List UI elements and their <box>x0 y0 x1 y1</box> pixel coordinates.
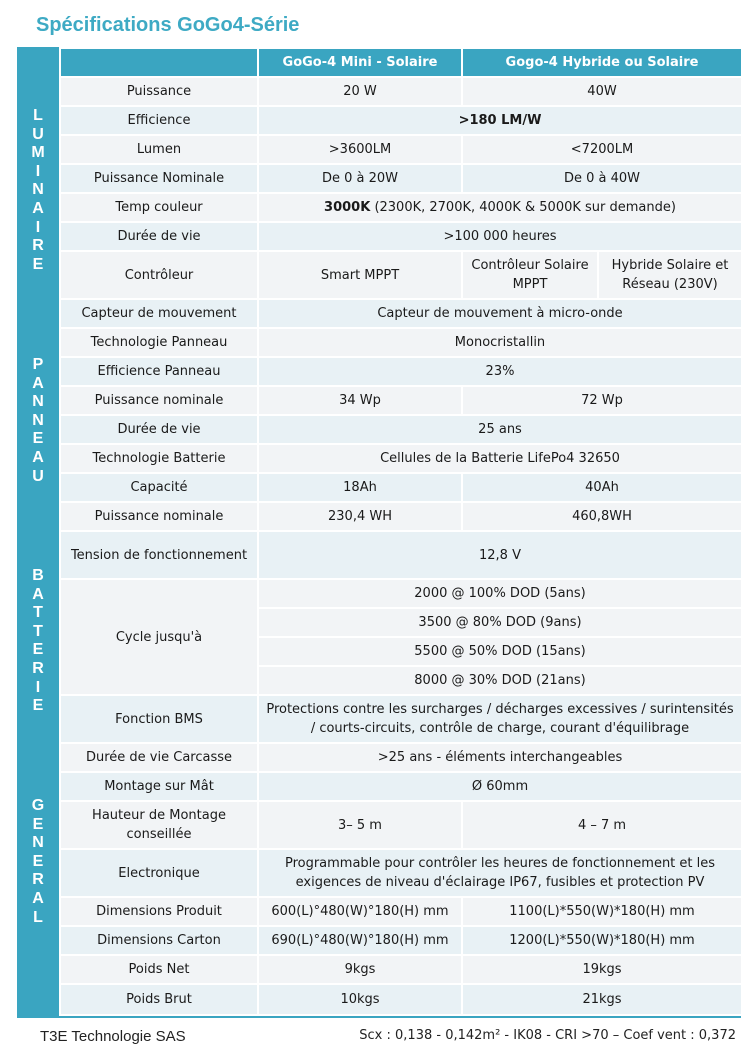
table-row <box>60 135 742 164</box>
header-hybride: Gogo-4 Hybride ou Solaire <box>462 48 742 77</box>
table-row <box>60 328 742 357</box>
cell-value: >100 000 heures <box>258 222 742 251</box>
cell-value: Cellules de la Batterie LifePo4 32650 <box>258 444 742 473</box>
row-label: Durée de vie Carcasse <box>60 743 258 772</box>
row-label: Durée de vie <box>60 222 258 251</box>
table-row <box>60 251 742 299</box>
table-row <box>60 579 742 608</box>
cell-value: 23% <box>258 357 742 386</box>
row-label: Dimensions Carton <box>60 926 258 955</box>
cell-mini: 10kgs <box>258 984 462 1015</box>
row-label: Puissance Nominale <box>60 164 258 193</box>
cell-mini: 9kgs <box>258 955 462 984</box>
cell-value <box>258 193 742 222</box>
table-row <box>60 357 742 386</box>
row-label: Efficience <box>60 106 258 135</box>
table-row <box>60 743 742 772</box>
row-label: Poids Brut <box>60 984 258 1015</box>
cell-value: 12,8 V <box>258 531 742 579</box>
row-label: Contrôleur <box>60 251 258 299</box>
cycle-value: 5500 @ 50% DOD (15ans) <box>258 637 742 666</box>
header-blank <box>60 48 258 77</box>
table-row <box>60 386 742 415</box>
row-label: Capteur de mouvement <box>60 299 258 328</box>
row-label: Durée de vie <box>60 415 258 444</box>
cell-mini: De 0 à 20W <box>258 164 462 193</box>
page-title: Spécifications GoGo4-Série <box>36 14 300 36</box>
header-row <box>60 48 742 77</box>
section-label-batterie: B A T T E R I E <box>32 567 44 715</box>
cell-hybride: 1200(L)*550(W)*180(H) mm <box>462 926 742 955</box>
cell-hybride: 1100(L)*550(W)*180(H) mm <box>462 897 742 926</box>
cell-value: Monocristallin <box>258 328 742 357</box>
table-row <box>60 193 742 222</box>
table-row <box>60 695 742 743</box>
row-label: Poids Net <box>60 955 258 984</box>
table-row <box>60 415 742 444</box>
row-label: Puissance nominale <box>60 386 258 415</box>
row-label: Dimensions Produit <box>60 897 258 926</box>
cell-value: >25 ans - éléments interchangeables <box>258 743 742 772</box>
cell-hybride: 72 Wp <box>462 386 742 415</box>
table-row <box>60 801 742 849</box>
cell-mini: >3600LM <box>258 135 462 164</box>
row-label: Puissance <box>60 77 258 106</box>
row-label: Tension de fonctionnement <box>60 531 258 579</box>
cell-hybride: 21kgs <box>462 984 742 1015</box>
cycle-value: 2000 @ 100% DOD (5ans) <box>258 579 742 608</box>
cell-value: Capteur de mouvement à micro-onde <box>258 299 742 328</box>
table-row <box>60 772 742 801</box>
table-row <box>60 106 742 135</box>
row-label: Technologie Batterie <box>60 444 258 473</box>
cell-hybride: 19kgs <box>462 955 742 984</box>
cell-mini: 18Ah <box>258 473 462 502</box>
cell-mini: 690(L)°480(W)°180(H) mm <box>258 926 462 955</box>
table-row <box>60 164 742 193</box>
table-row <box>60 299 742 328</box>
cycle-value: 8000 @ 30% DOD (21ans) <box>258 666 742 695</box>
row-label: Temp couleur <box>60 193 258 222</box>
cell-hybride: <7200LM <box>462 135 742 164</box>
cell-mini: 230,4 WH <box>258 502 462 531</box>
row-label: Puissance nominale <box>60 502 258 531</box>
cell-hybride-b: Hybride Solaire et Réseau (230V) <box>598 251 742 299</box>
table-row <box>60 473 742 502</box>
cell-hybride: 40Ah <box>462 473 742 502</box>
temp-bold: 3000K <box>324 200 371 215</box>
row-label: Electronique <box>60 849 258 897</box>
cell-mini: Smart MPPT <box>258 251 462 299</box>
cell-hybride: 4 – 7 m <box>462 801 742 849</box>
cell-hybride: 40W <box>462 77 742 106</box>
table-row <box>60 849 742 897</box>
table-row <box>60 444 742 473</box>
row-label: Fonction BMS <box>60 695 258 743</box>
table-row <box>60 77 742 106</box>
section-label-panneau: P A N N E A U <box>32 356 44 485</box>
spec-table <box>59 47 743 1016</box>
cell-value: Protections contre les surcharges / décharges excessives / surintensités / courts-circuits, contrôle de charge, courant d'équilibrage <box>258 695 742 743</box>
cell-mini: 3– 5 m <box>258 801 462 849</box>
temp-rest: (2300K, 2700K, 4000K & 5000K sur demande) <box>370 200 676 215</box>
header-mini: GoGo-4 Mini - Solaire <box>258 48 462 77</box>
cell-hybride-a: Contrôleur Solaire MPPT <box>462 251 598 299</box>
row-label: Efficience Panneau <box>60 357 258 386</box>
table-row <box>60 955 742 984</box>
table-row <box>60 926 742 955</box>
cell-value: 25 ans <box>258 415 742 444</box>
table-row <box>60 984 742 1015</box>
cell-mini: 34 Wp <box>258 386 462 415</box>
cell-value: Ø 60mm <box>258 772 742 801</box>
section-label-luminaire: L U M I N A I R E <box>31 107 45 273</box>
row-label: Cycle jusqu'à <box>60 579 258 695</box>
cycle-value: 3500 @ 80% DOD (9ans) <box>258 608 742 637</box>
row-label: Montage sur Mât <box>60 772 258 801</box>
cell-hybride: 460,8WH <box>462 502 742 531</box>
table-row <box>60 897 742 926</box>
section-label-general: G E N E R A L <box>31 797 45 926</box>
footer-specs: Scx : 0,138 - 0,142m² - IK08 - CRI >70 – Coef vent : 0,372 <box>359 1028 736 1043</box>
row-label: Lumen <box>60 135 258 164</box>
cell-mini: 20 W <box>258 77 462 106</box>
cell-value: Programmable pour contrôler les heures de fonctionnement et les exigences de niveau d'éclairage IP67, fusibles et protection PV <box>258 849 742 897</box>
cell-hybride: De 0 à 40W <box>462 164 742 193</box>
table-row <box>60 502 742 531</box>
cell-value: >180 LM/W <box>258 106 742 135</box>
row-label: Capacité <box>60 473 258 502</box>
table-row <box>60 531 742 579</box>
footer-company: T3E Technologie SAS <box>40 1028 186 1045</box>
cell-mini: 600(L)°480(W)°180(H) mm <box>258 897 462 926</box>
table-row <box>60 222 742 251</box>
row-label: Hauteur de Montage conseillée <box>60 801 258 849</box>
row-label: Technologie Panneau <box>60 328 258 357</box>
